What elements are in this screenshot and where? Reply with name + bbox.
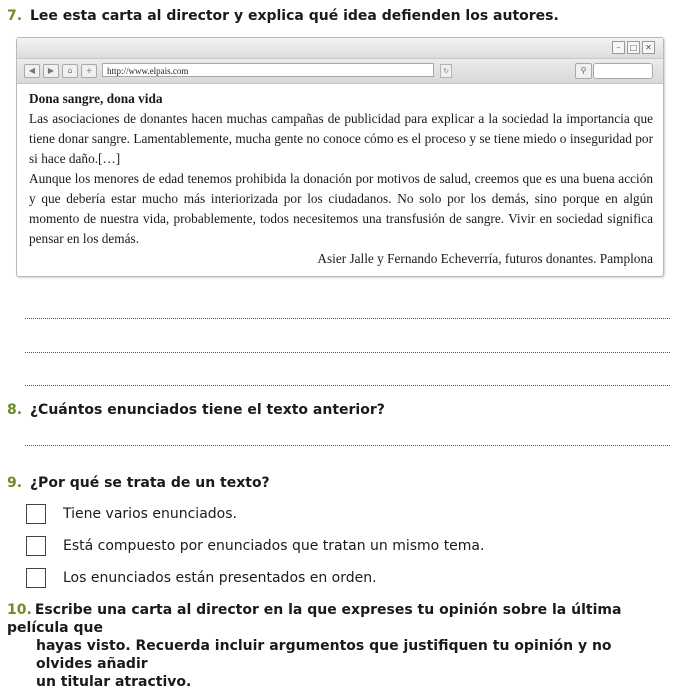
question-text-line-1: Escribe una carta al director en la que expreses tu opinión sobre la última película que [7, 602, 622, 636]
answer-line[interactable] [25, 352, 670, 353]
question-10 [7, 601, 667, 691]
question-8 [7, 401, 385, 419]
browser-toolbar [17, 59, 663, 84]
answer-line[interactable] [25, 385, 670, 386]
answer-line[interactable] [25, 318, 670, 319]
checkbox[interactable] [26, 504, 46, 524]
refresh-icon[interactable]: ↻ [440, 64, 452, 78]
option-label: Está compuesto por enunciados que tratan un mismo tema. [63, 538, 485, 554]
question-number: 8. [7, 402, 23, 418]
question-number: 9. [7, 475, 23, 491]
search-input[interactable] [593, 63, 653, 79]
checkbox[interactable] [26, 568, 46, 588]
forward-icon[interactable]: ▶ [43, 64, 59, 78]
question-number: 7. [7, 8, 23, 24]
question-text: ¿Cuántos enunciados tiene el texto anterior? [29, 402, 385, 418]
maximize-icon[interactable]: □ [627, 41, 640, 54]
question-text-line-3: un titular atractivo. [36, 674, 192, 690]
window-titlebar [17, 38, 663, 59]
letter-paragraph-2: Aunque los menores de edad tenemos prohibida la donación por motivos de salud, creemos que es una buena acción y que debería estar mucho más interiorizada por los ciudadanos. No solo por los demás, sino porque en algún momento de nuestra vida, probablemente, todos necesitemos una transfusión de sangre. Vivir en sociedad significa pensar en los demás. [29, 171, 653, 246]
question-text-line-2: hayas visto. Recuerda incluir argumentos que justifiquen tu opinión y no olvides añadir [36, 638, 612, 672]
question-9 [7, 474, 270, 492]
question-text: ¿Por qué se trata de un texto? [29, 475, 270, 491]
checkbox[interactable] [26, 536, 46, 556]
question-number: 10. [7, 602, 32, 618]
browser-window [16, 37, 664, 277]
letter-content [17, 84, 663, 269]
question-7 [7, 7, 559, 25]
letter-title: Dona sangre, dona vida [29, 91, 163, 106]
answer-line[interactable] [25, 445, 670, 446]
search-icon[interactable]: ⚲ [575, 63, 592, 79]
add-tab-icon[interactable]: + [81, 64, 97, 78]
option-3[interactable] [26, 567, 377, 589]
option-2[interactable] [26, 535, 484, 557]
letter-paragraph-1: Las asociaciones de donantes hacen muchas campañas de publicidad para explicar a la sociedad la importancia que tiene donar sangre. Lamentablemente, mucha gente no conoce cómo es el proceso y se tiene miedo o inseguridad por si hace daño.[…] [29, 111, 653, 166]
option-label: Tiene varios enunciados. [63, 506, 237, 522]
option-1[interactable] [26, 503, 237, 525]
minimize-icon[interactable]: – [612, 41, 625, 54]
question-text: Lee esta carta al director y explica qué idea defienden los autores. [29, 8, 559, 24]
back-icon[interactable]: ◀ [24, 64, 40, 78]
close-icon[interactable]: ✕ [642, 41, 655, 54]
letter-signature: Asier Jalle y Fernando Echeverría, futuros donantes. Pamplona [317, 251, 653, 266]
option-label: Los enunciados están presentados en orden. [63, 570, 377, 586]
address-bar[interactable]: http://www.elpais.com [102, 63, 434, 77]
home-icon[interactable]: ⌂ [62, 64, 78, 78]
